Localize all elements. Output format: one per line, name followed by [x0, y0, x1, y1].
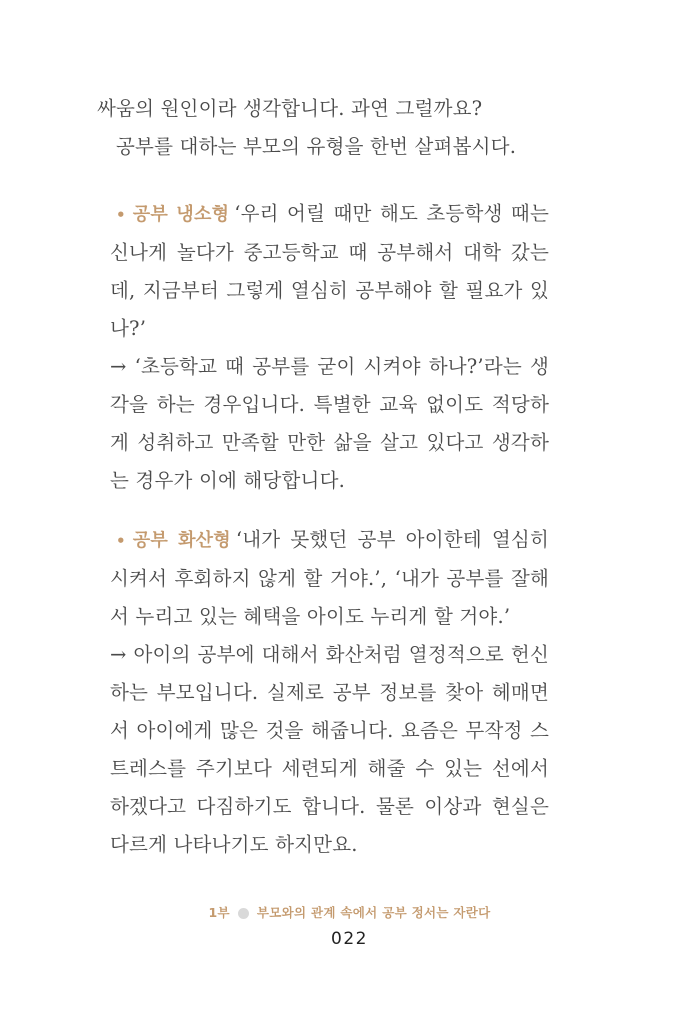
- page-number: 022: [331, 929, 368, 949]
- footer-dot-icon: [238, 908, 249, 919]
- bullet-icon: •: [116, 532, 126, 550]
- parent-type-block-cynical: [110, 195, 549, 500]
- intro-line-2: 공부를 대하는 부모의 유형을 한번 살펴봅시다.: [116, 135, 517, 158]
- type-label: 공부 화산형: [132, 530, 231, 551]
- type-explanation: → ‘초등학교 때 공부를 굳이 시켜야 하나?’라는 생각을 하는 경우입니다. 특별한 교육 없이도 적당하게 성취하고 만족할 만한 삶을 살고 있다고 생각하는 경우가 이에 해당합니다.: [110, 355, 549, 492]
- footer: [0, 903, 699, 921]
- intro-line-1: 싸움의 원인이라 생각합니다. 과연 그럴까요?: [97, 97, 483, 120]
- type-quote-paragraph: [110, 195, 549, 348]
- bullet-icon: •: [116, 206, 126, 224]
- type-quote-paragraph: [110, 521, 549, 636]
- parent-type-block-volcano: [110, 521, 549, 864]
- type-explanation: → 아이의 공부에 대해서 화산처럼 열정적으로 헌신하는 부모입니다. 실제로 공부 정보를 찾아 헤매면서 아이에게 많은 것을 해줍니다. 요즘은 무작정 스트레스를 주기보다 세련되게 해줄 수 있는 선에서 하겠다고 다짐하기도 합니다. 물론 이상과 현실은 다르게 나타나기도 하지만요.: [110, 643, 549, 856]
- page-content: [97, 90, 549, 864]
- type-label: 공부 냉소형: [132, 204, 230, 225]
- type-quote: ‘우리 어릴 때만 해도 초등학생 때는 신나게 놀다가 중고등학교 때 공부해서 대학 갔는데, 지금부터 그렇게 열심히 공부해야 할 필요가 있나?’: [110, 202, 549, 340]
- footer-part-label: 1부: [208, 905, 230, 920]
- type-quote: ‘내가 못했던 공부 아이한테 열심히 시켜서 후회하지 않게 할 거야.’, ‘내가 공부를 잘해서 누리고 있는 혜택을 아이도 누리게 할 거야.’: [110, 528, 549, 628]
- footer-chapter-title: 부모와의 관계 속에서 공부 정서는 자란다: [256, 905, 491, 920]
